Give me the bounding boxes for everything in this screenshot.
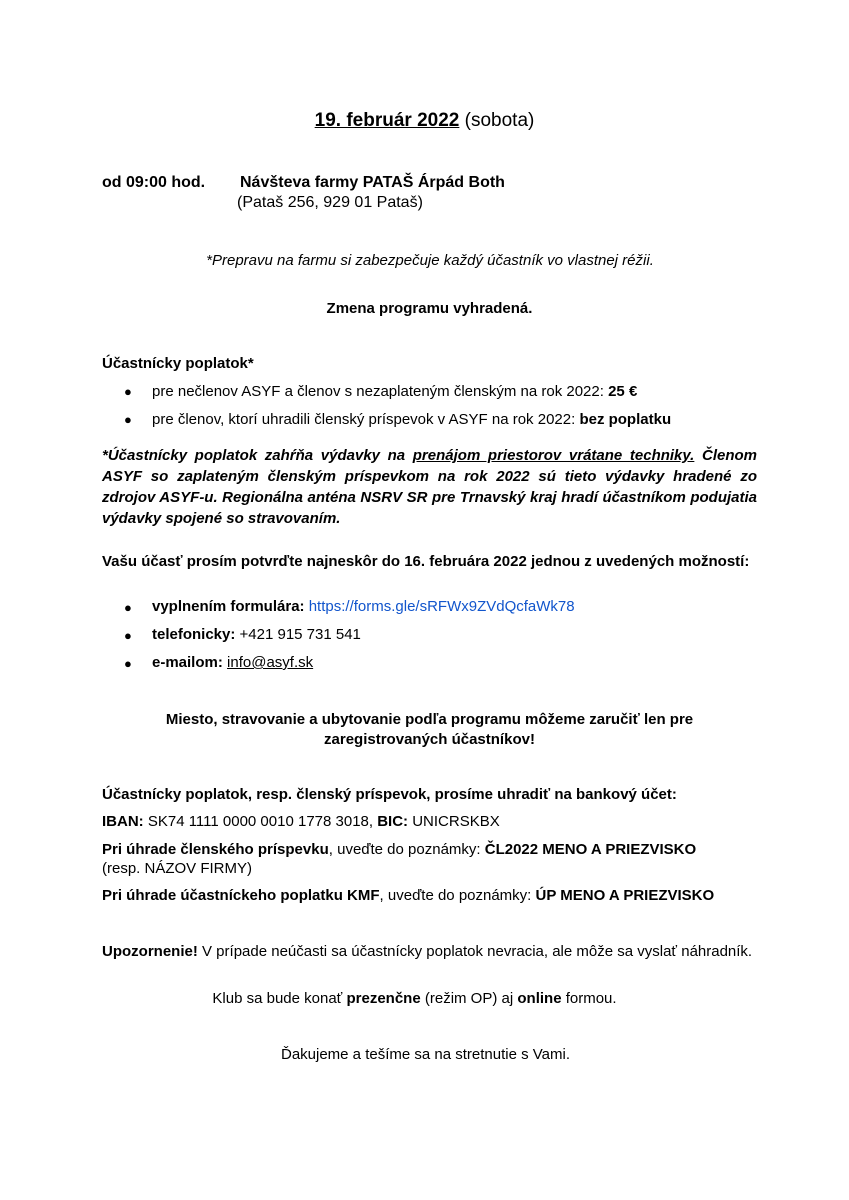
bic-value: UNICRSKBX [408, 813, 500, 830]
email-link[interactable]: info@asyf.sk [227, 654, 314, 671]
payment-heading: Účastnícky poplatok, resp. členský príspevok, prosíme uhradiť na bankový účet: [102, 786, 677, 803]
bullet-icon: ● [124, 628, 132, 643]
transport-note: *Prepravu na farmu si zabezpečuje každý účastník vo vlastnej réžii. [206, 252, 654, 269]
fee-free: bez poplatku [579, 411, 672, 428]
fee-item-members: pre členov, ktorí uhradili členský príspevok v ASYF na rok 2022: bez poplatku [152, 411, 672, 428]
member-payment-note: Pri úhrade členského príspevku, uveďte do poznámky: ČL2022 MENO A PRIEZVISKO [102, 841, 697, 858]
bullet-icon: ● [124, 412, 132, 427]
iban-value: SK74 1111 0000 0010 1778 3018, [143, 813, 378, 830]
confirm-form-item: vyplnením formulára: https://forms.gle/sRFWx9ZVdQcfaWk78 [152, 598, 575, 615]
phone-number: +421 915 731 541 [239, 626, 361, 643]
program-time: od 09:00 hod. [102, 174, 206, 191]
guarantee-note: Miesto, stravovanie a ubytovanie podľa programu môžeme zaručiť len pre zaregistrovaných účastníkov! [165, 711, 694, 748]
confirm-phone-item: telefonicky: +421 915 731 541 [152, 626, 361, 643]
change-note: Zmena programu vyhradená. [326, 300, 533, 317]
fee-amount: 25 € [608, 383, 638, 400]
fee-note: *Účastnícky poplatok zahŕňa výdavky na prenájom priestorov vrátane techniky. Členom ASYF so zaplateným členským príspevkom na rok 2022 sú tieto výdavky hradené zo zdrojov ASYF-u. Regionálna anténa NSRV SR pre Trnavský kraj hradí účastníkom podujatia výdavky spojené so stravovaním. [102, 447, 757, 527]
confirm-intro: Vašu účasť prosím potvrďte najneskôr do 16. februára 2022 jednou z uvedených možností: [102, 553, 750, 570]
kmf-payment-note: Pri úhrade účastníckeho poplatku KMF, uveďte do poznámky: ÚP MENO A PRIEZVISKO [102, 887, 715, 904]
warning-note: Upozornenie! V prípade neúčasti sa účastnícky poplatok nevracia, ale môže sa vyslať náhradník. [102, 943, 753, 960]
program-address: (Pataš 256, 929 01 Pataš) [237, 194, 423, 211]
event-day: (sobota) [464, 110, 535, 131]
event-date-heading [0, 110, 849, 132]
member-payment-sub: (resp. NÁZOV FIRMY) [102, 860, 253, 877]
bullet-icon: ● [124, 656, 132, 671]
form-link[interactable]: https://forms.gle/sRFWx9ZVdQcfaWk78 [308, 598, 575, 615]
thanks-note: Ďakujeme a tešíme sa na stretnutie s Vami. [280, 1046, 570, 1063]
confirm-email-item: e-mailom: info@asyf.sk [152, 654, 314, 671]
club-format-note: Klub sa bude konať prezenčne (režim OP) aj online formou. [212, 990, 617, 1007]
fee-heading: Účastnícky poplatok* [102, 355, 254, 372]
fee-item-nonmembers: pre nečlenov ASYF a členov s nezaplateným členským na rok 2022: 25 € [152, 383, 638, 400]
bank-details: IBAN: SK74 1111 0000 0010 1778 3018, BIC: UNICRSKBX [102, 813, 500, 830]
bullet-icon: ● [124, 384, 132, 399]
event-date: 19. február 2022 [314, 110, 460, 131]
program-title: Návšteva farmy PATAŠ Árpád Both [240, 174, 505, 191]
bullet-icon: ● [124, 600, 132, 615]
